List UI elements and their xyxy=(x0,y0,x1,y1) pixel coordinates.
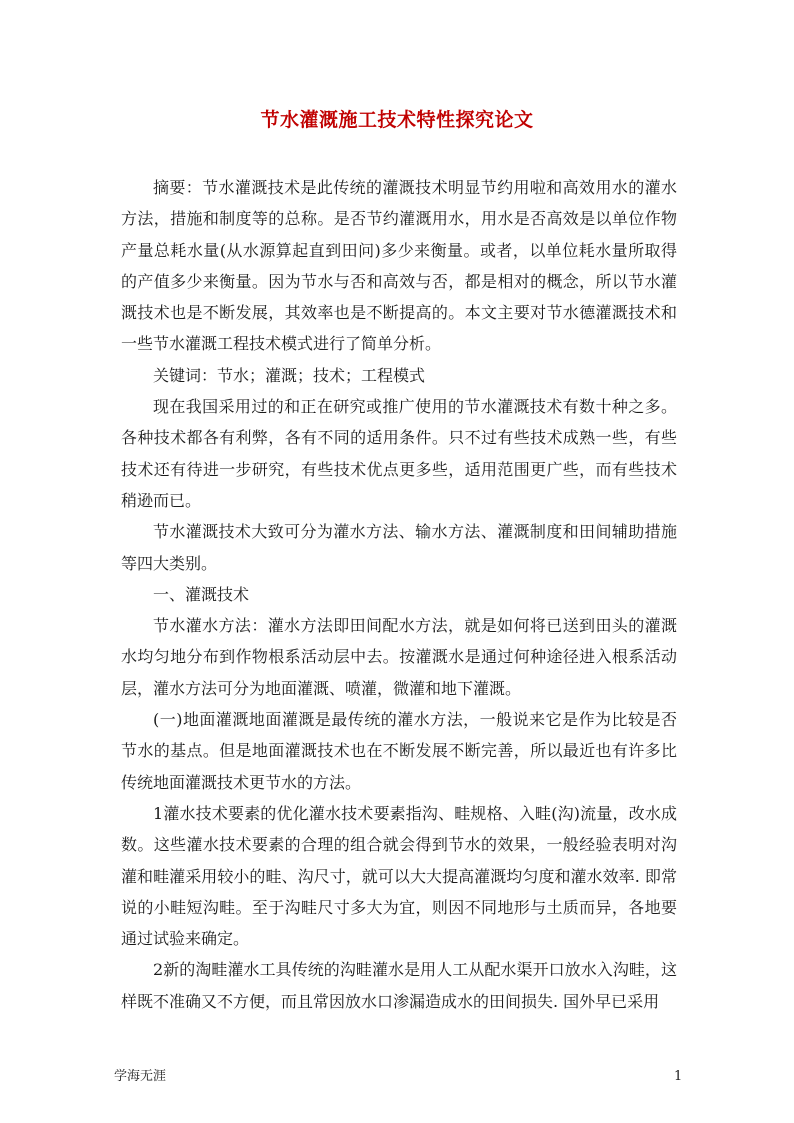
body-paragraph: 1灌水技术要素的优化灌水技术要素指沟、畦规格、入畦(沟)流量，改水成数。这些灌水技术要素的合理的组合就会得到节水的效果，一般经验表明对沟灌和畦灌采用较小的畦、沟尺寸，就可以大大提高灌溉均匀度和灌水效率. 即常说的小畦短沟畦。至于沟畦尺寸多大为宜，则因不同地形与土质而异，各地要通过试验来确定。 xyxy=(121,803,677,949)
body-paragraph: 节水灌溉技术大致可分为灌水方法、输水方法、灌溉制度和田间辅助措施等四大类别。 xyxy=(121,522,677,573)
page-number: 1 xyxy=(674,1069,683,1084)
section-heading: 一、灌溉技术 xyxy=(153,584,250,604)
document-body xyxy=(121,172,677,1017)
keywords-paragraph: 关键词：节水；灌溉；技术；工程模式 xyxy=(153,365,426,385)
body-paragraph: 现在我国采用过的和正在研究或推广使用的节水灌溉技术有数十种之多。各种技术都各有利弊，各有不同的适用条件。只不过有些技术成熟一些，有些技术还有待进一步研究，有些技术优点更多些，适用范围更广些，而有些技术稍逊而已。 xyxy=(121,397,677,510)
body-paragraph: (一)地面灌溉地面灌溉是最传统的灌水方法，一般说来它是作为比较是否节水的基点。但是地面灌溉技术也在不断发展不断完善，所以最近也有许多比传统地面灌溉技术更节水的方法。 xyxy=(121,710,677,792)
body-paragraph: 2新的淘畦灌水工具传统的沟畦灌水是用人工从配水渠开口放水入沟畦，这样既不准确又不方便，而且常因放水口渗漏造成水的田间损失. 国外早已采用 xyxy=(121,960,677,1011)
abstract-paragraph: 摘要：节水灌溉技术是此传统的灌溉技术明显节约用啦和高效用水的灌水方法，措施和制度等的总称。是否节约灌溉用水，用水是否高效是以单位作物产量总耗水量(从水源算起直到田问)多少来衡量。或者，以单位耗水量所取得的产值多少来衡量。因为节水与否和高效与否，都是相对的概念，所以节水灌溉技术也是不断发展，其效率也是不断提高的。本文主要对节水德灌溉技术和一些节水灌溉工程技术模式进行了简单分析。 xyxy=(121,178,677,354)
body-paragraph: 节水灌水方法：灌水方法即田间配水方法，就是如何将已送到田头的灌溉水均匀地分布到作物根系活动层中去。按灌溉水是通过何种途径进入根系活动层，灌水方法可分为地面灌溉、喷灌，微灌和地下灌溉。 xyxy=(121,616,677,698)
document-title: 节水灌溉施工技术特性探究论文 xyxy=(260,109,534,131)
footer-text: 学海无涯 xyxy=(114,1069,167,1084)
